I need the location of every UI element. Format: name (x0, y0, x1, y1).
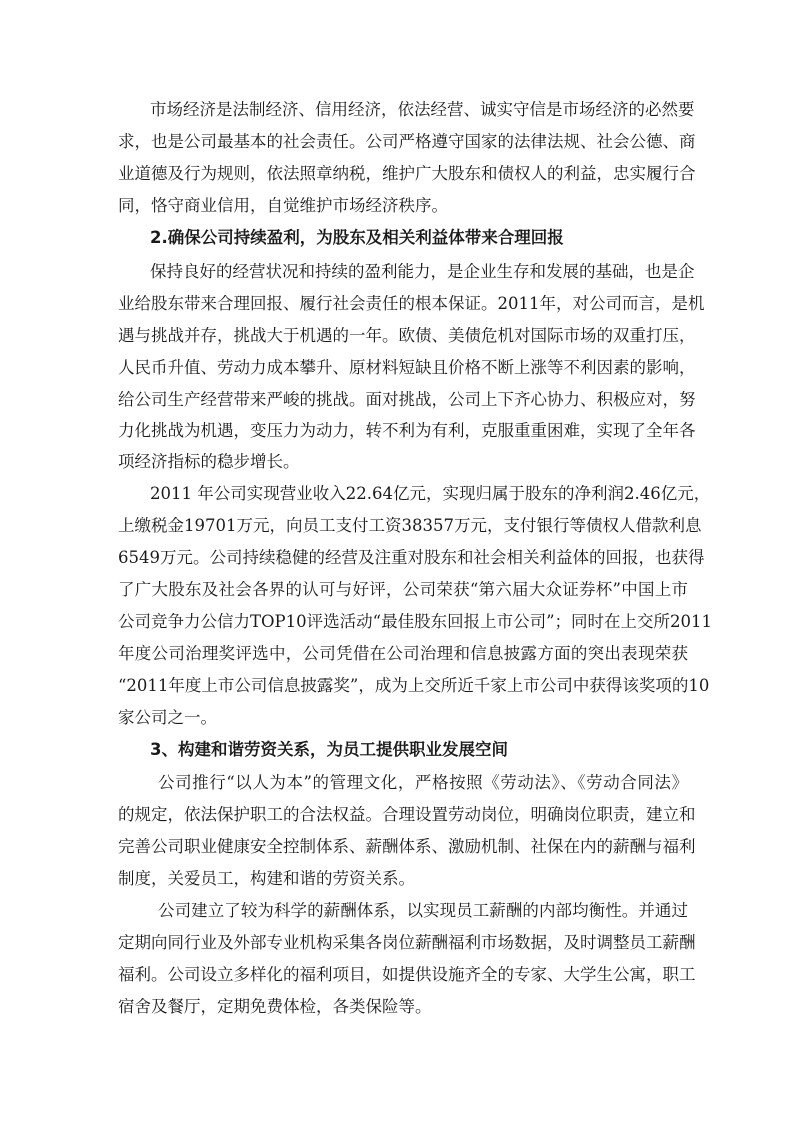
paragraph-2-line-3: 遇与挑战并存，挑战大于机遇的一年。欧债、美债危机对国际市场的双重打压， (118, 326, 696, 345)
paragraph-2-line-4: 人民币升值、劳动力成本攀升、原材料短缺且价格不断上涨等不利因素的影响， (118, 358, 696, 377)
paragraph-3-line-5: 公司竞争力公信力TOP10评选活动“最佳股东回报上市公司”；同时在上交所2011 (118, 612, 712, 631)
paragraph-4-line-2: 的规定，依法保护职工的合法权益。合理设置劳动岗位，明确岗位职责，建立和 (118, 805, 696, 824)
paragraph-4-line-1: 公司推行“以人为本”的管理文化，严格按照《劳动法》、《劳动合同法》 (158, 773, 688, 792)
paragraph-3-line-4: 了广大股东及社会各界的认可与好评，公司荣获“第六届大众证券杯”中国上市 (118, 580, 688, 599)
paragraph-1-line-4: 同，恪守商业信用，自觉维护市场经济秩序。 (118, 196, 448, 215)
paragraph-1-line-2: 求，也是公司最基本的社会责任。公司严格遵守国家的法律法规、社会公德、商 (118, 132, 696, 151)
paragraph-1-line-1: 市场经济是法制经济、信用经济，依法经营、诚实守信是市场经济的必然要 (150, 100, 695, 119)
paragraph-3-line-3: 6549万元。公司持续稳健的经营及注重对股东和社会相关利益体的回报，也获得 (118, 548, 705, 567)
paragraph-2-line-1: 保持良好的经营状况和持续的盈利能力，是企业生存和发展的基础，也是企 (150, 262, 695, 281)
paragraph-3-line-7: “2011年度上市公司信息披露奖”，成为上交所近千家上市公司中获得该奖项的10 (118, 676, 710, 695)
paragraph-2-line-6: 力化挑战为机遇，变压力为动力，转不利为有利，克服重重困难，实现了全年各 (118, 421, 696, 440)
paragraph-2-line-7: 项经济指标的稳步增长。 (118, 452, 300, 471)
section-heading-3: 3、构建和谐劳资关系，为员工提供职业发展空间 (150, 740, 508, 759)
paragraph-5-line-4: 宿舍及餐厅，定期免费体检，各类保险等。 (118, 997, 432, 1016)
paragraph-1-line-3: 业道德及行为规则，依法照章纳税，维护广大股东和债权人的利益，忠实履行合 (118, 164, 696, 183)
paragraph-5-line-1: 公司建立了较为科学的薪酬体系，以实现员工薪酬的内部均衡性。并通过 (158, 901, 688, 920)
paragraph-2-line-5: 给公司生产经营带来严峻的挑战。面对挑战，公司上下齐心协力、积极应对，努 (118, 390, 696, 409)
paragraph-5-line-2: 定期向同行业及外部专业机构采集各岗位薪酬福利市场数据，及时调整员工薪酬 (118, 933, 696, 952)
section-heading-2: 2.确保公司持续盈利，为股东及相关利益体带来合理回报 (150, 228, 564, 247)
paragraph-3-line-2: 上缴税金19701万元，向员工支付工资38357万元，支付银行等债权人借款利息 (118, 516, 702, 535)
paragraph-3-line-6: 年度公司治理奖评选中，公司凭借在公司治理和信息披露方面的突出表现荣获 (118, 644, 688, 663)
paragraph-3-line-8: 家公司之一。 (118, 708, 217, 727)
paragraph-2-line-2: 业给股东带来合理回报、履行社会责任的根本保证。2011年，对公司而言，是机 (118, 294, 705, 313)
paragraph-4-line-3: 完善公司职业健康安全控制体系、薪酬体系、激励机制、社保在内的薪酬与福利 (118, 837, 696, 856)
paragraph-4-line-4: 制度，关爱员工，构建和谐的劳资关系。 (118, 869, 415, 888)
paragraph-5-line-3: 福利。公司设立多样化的福利项目，如提供设施齐全的专家、大学生公寓，职工 (118, 965, 696, 984)
paragraph-3-line-1: 2011 年公司实现营业收入22.64亿元，实现归属于股东的净利润2.46亿元， (150, 484, 711, 503)
